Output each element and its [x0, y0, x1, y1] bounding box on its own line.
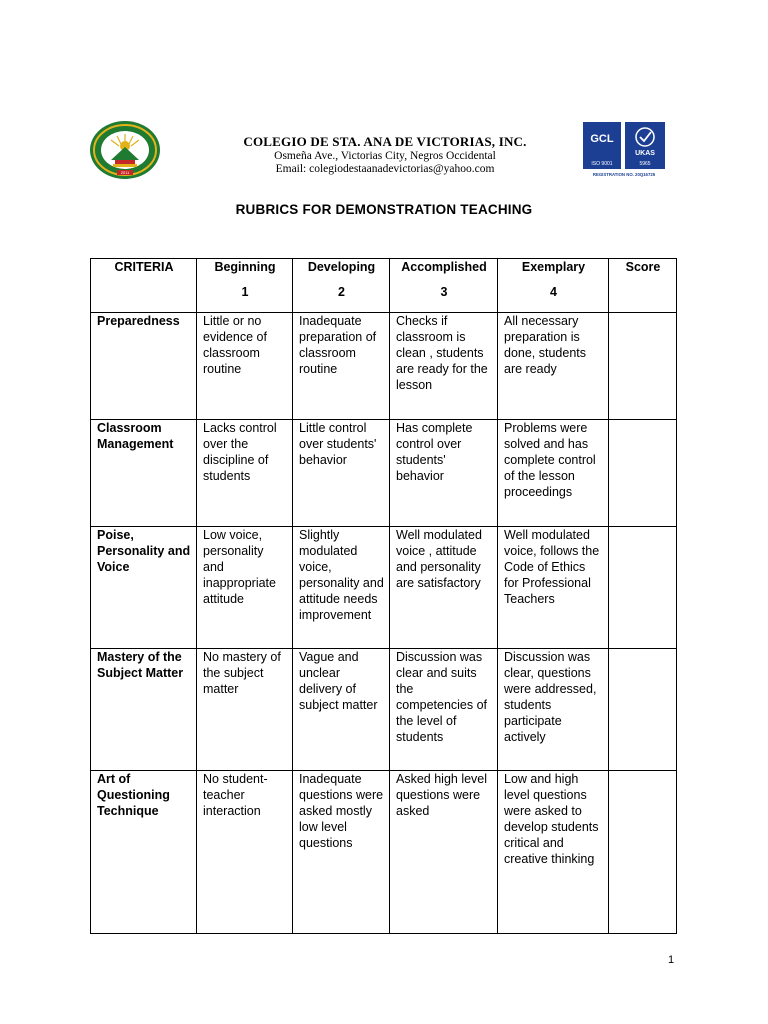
- table-row: [91, 420, 677, 527]
- letterhead: [190, 134, 580, 176]
- table-row: [91, 649, 677, 771]
- exemplary-cell: Well modulated voice, follows the Code of Ethics for Professional Teachers: [498, 527, 609, 649]
- seal-year: 2011: [120, 170, 130, 175]
- criteria-cell: Art of Questioning Technique: [91, 771, 197, 934]
- accomplished-cell: Asked high level questions were asked: [390, 771, 498, 934]
- document-title: RUBRICS FOR DEMONSTRATION TEACHING: [235, 202, 533, 217]
- level-number: 2: [338, 285, 345, 299]
- header-score: Score: [609, 259, 677, 313]
- header-row: [91, 259, 677, 313]
- criteria-cell: Mastery of the Subject Matter: [91, 649, 197, 771]
- criteria-cell: Poise, Personality and Voice: [91, 527, 197, 649]
- accomplished-cell: Discussion was clear and suits the competencies of the level of students: [390, 649, 498, 771]
- level-number: 3: [440, 285, 448, 299]
- developing-cell: Slightly modulated voice, personality and attitude needs improvement: [293, 527, 390, 649]
- score-cell[interactable]: [609, 527, 677, 649]
- accomplished-cell: Checks if classroom is clean , students are ready for the lesson: [390, 313, 498, 420]
- exemplary-cell: Low and high level questions were asked to develop students critical and creative thinking: [498, 771, 609, 934]
- header-criteria: CRITERIA: [91, 259, 197, 313]
- score-cell[interactable]: [609, 771, 677, 934]
- beginning-cell: Lacks control over the discipline of students: [197, 420, 293, 527]
- criteria-cell: Classroom Management: [91, 420, 197, 527]
- exemplary-cell: All necessary preparation is done, students are ready: [498, 313, 609, 420]
- school-address: Osmeña Ave., Victorias City, Negros Occidental: [274, 150, 496, 162]
- table-row: [91, 527, 677, 649]
- beginning-cell: Low voice, personality and inappropriate attitude: [197, 527, 293, 649]
- score-cell[interactable]: [609, 420, 677, 527]
- exemplary-cell: Problems were solved and has complete control of the lesson proceedings: [498, 420, 609, 527]
- page-number: 1: [668, 954, 675, 966]
- gcl-ukas-certification-icon: [581, 120, 667, 178]
- exemplary-cell: Discussion was clear, questions were addressed, students participate actively: [498, 649, 609, 771]
- table-row: [91, 771, 677, 934]
- header-developing: Developing 2: [293, 259, 390, 313]
- accomplished-cell: Has complete control over students' behavior: [390, 420, 498, 527]
- level-number: 4: [550, 285, 557, 299]
- ukas-number: 5965: [639, 161, 651, 167]
- ukas-text: UKAS: [635, 150, 655, 157]
- beginning-cell: No mastery of the subject matter: [197, 649, 293, 771]
- score-cell[interactable]: [609, 649, 677, 771]
- accomplished-cell: Well modulated voice , attitude and personality are satisfactory: [390, 527, 498, 649]
- developing-cell: Little control over students' behavior: [293, 420, 390, 527]
- developing-cell: Vague and unclear delivery of subject matter: [293, 649, 390, 771]
- developing-cell: Inadequate questions were asked mostly low level questions: [293, 771, 390, 934]
- iso-text: ISO 9001: [591, 161, 613, 167]
- beginning-cell: No student-teacher interaction: [197, 771, 293, 934]
- beginning-cell: Little or no evidence of classroom routine: [197, 313, 293, 420]
- header-exemplary: Exemplary 4: [498, 259, 609, 313]
- gcl-text: GCL: [590, 133, 614, 145]
- level-number: 1: [241, 285, 249, 299]
- school-seal-icon: [89, 120, 161, 180]
- school-name: COLEGIO DE STA. ANA DE VICTORIAS, INC.: [243, 134, 527, 149]
- rubric-table: [90, 258, 677, 934]
- registration-text: REGISTRATION NO. 20Q16725: [592, 172, 656, 177]
- header-accomplished: Accomplished 3: [390, 259, 498, 313]
- developing-cell: Inadequate preparation of classroom routine: [293, 313, 390, 420]
- table-row: [91, 313, 677, 420]
- criteria-cell: Preparedness: [91, 313, 197, 420]
- score-cell[interactable]: [609, 313, 677, 420]
- school-email: Email: colegiodestaanadevictorias@yahoo.com: [275, 163, 495, 175]
- header-beginning: Beginning 1: [197, 259, 293, 313]
